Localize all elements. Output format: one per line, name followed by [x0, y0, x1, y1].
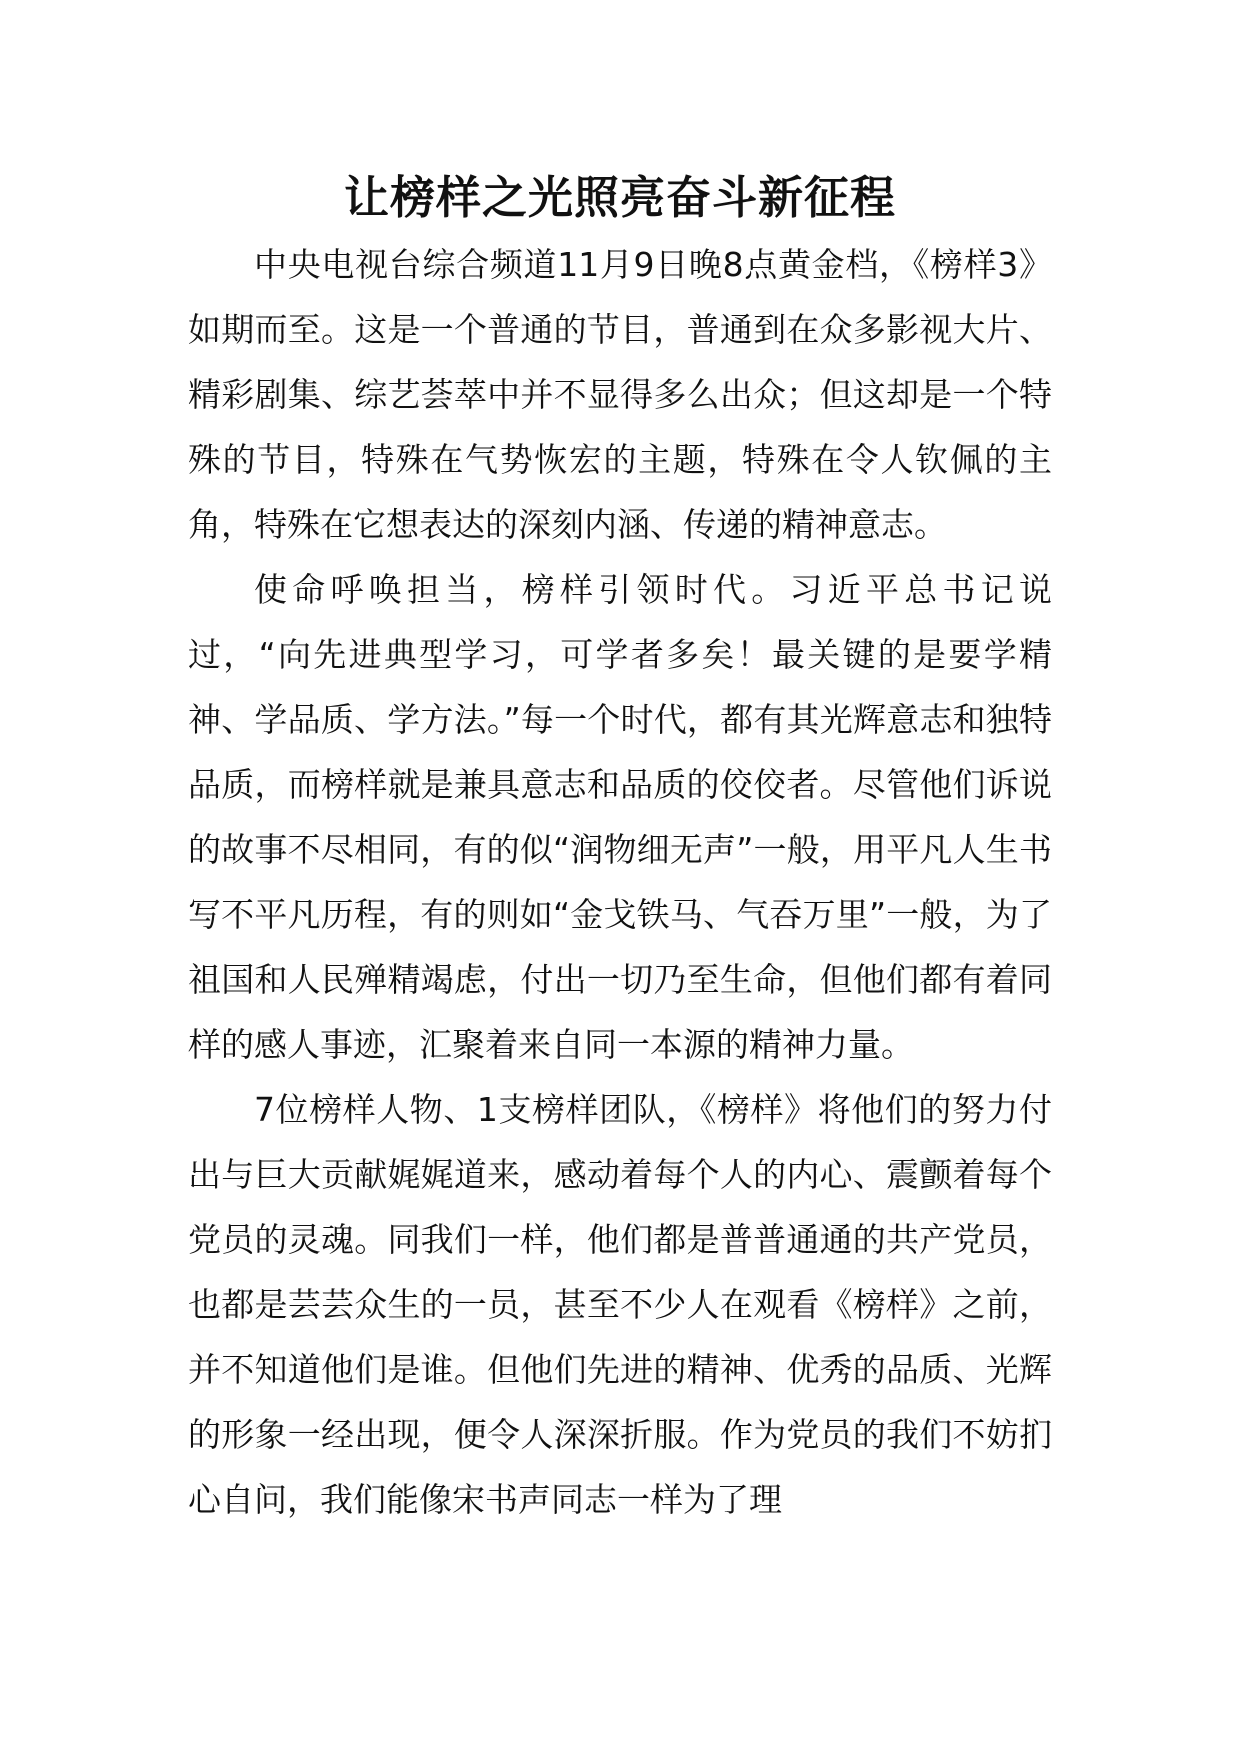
paragraph-2: 使命呼唤担当，榜样引领时代。习近平总书记说过，“向先进典型学习，可学者多矣！最关键的是要学精神、学品质、学方法。”每一个时代，都有其光辉意志和独特品质，而榜样就是兼具意志和品质的佼佼者。尽管他们诉说的故事不尽相同，有的似“润物细无声”一般，用平凡人生书写不平凡历程，有的则如“金戈铁马、气吞万里”一般，为了祖国和人民殚精竭虑，付出一切乃至生命，但他们都有着同样的感人事迹，汇聚着来自同一本源的精神力量。 [188, 570, 1052, 1064]
paragraph-3: 7位榜样人物、1支榜样团队，《榜样》将他们的努力付出与巨大贡献娓娓道来，感动着每个人的内心、震颤着每个党员的灵魂。同我们一样，他们都是普普通通的共产党员，也都是芸芸众生的一员，甚至不少人在观看《榜样》之前，并不知道他们是谁。但他们先进的精神、优秀的品质、光辉的形象一经出现，便令人深深折服。作为党员的我们不妨扪心自问，我们能像宋书声同志一样为了理 [188, 1090, 1052, 1519]
document-title: 让榜样之光照亮奋斗新征程 [343, 171, 896, 224]
document-body [188, 232, 1052, 1532]
paragraph-1: 中央电视台综合频道11月9日晚8点黄金档，《榜样3》如期而至。这是一个普通的节目，普通到在众多影视大片、精彩剧集、综艺荟萃中并不显得多么出众；但这却是一个特殊的节目，特殊在气势恢宏的主题，特殊在令人钦佩的主角，特殊在它想表达的深刻内涵、传递的精神意志。 [188, 245, 1052, 544]
